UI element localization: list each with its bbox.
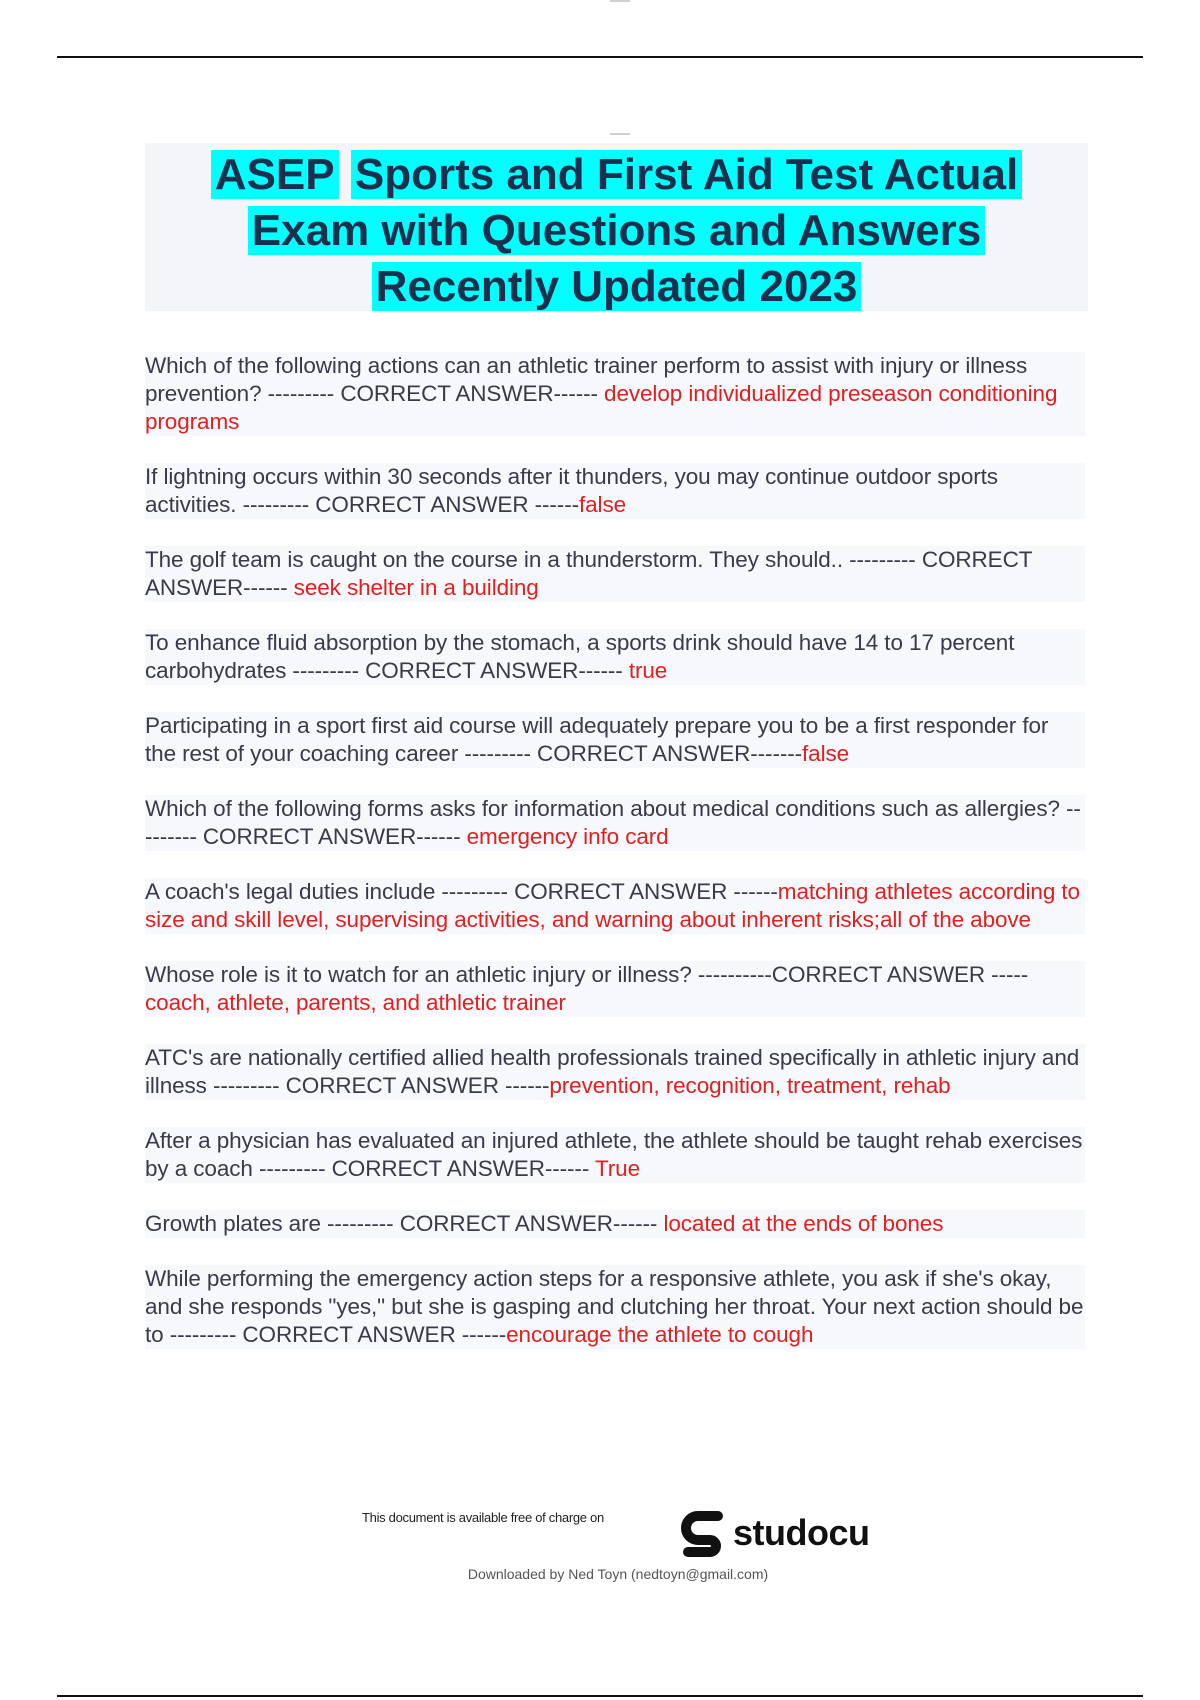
qa-item — [145, 961, 1085, 1017]
title-part-2: Sports and First Aid Test Actual — [351, 150, 1022, 199]
qa-item — [145, 352, 1085, 436]
studocu-brand-link[interactable]: studocu — [733, 1512, 870, 1553]
question-text: To enhance fluid absorption by the stomach, a sports drink should have 14 to 17 percent carbohydrates --------- CORRECT ANSWER------ — [145, 630, 1015, 683]
question-text: ATC's are nationally certified allied health professionals trained specifically in athletic injury and illness --------- CORRECT ANSWER ------ — [145, 1045, 1080, 1098]
qa-item — [145, 1265, 1085, 1349]
question-text: Which of the following forms asks for information about medical conditions such as allergies? --------- CORRECT ANSWER------ — [145, 796, 1081, 849]
answer-text: located at the ends of bones — [663, 1211, 944, 1236]
question-text: The golf team is caught on the course in a thunderstorm. They should.. --------- CORRECT ANSWER------ — [145, 547, 1032, 600]
question-text: After a physician has evaluated an injured athlete, the athlete should be taught rehab exercises by a coach --------- CORRECT ANSWER------ — [145, 1128, 1083, 1181]
qa-item — [145, 546, 1085, 602]
answer-text: True — [594, 1156, 640, 1181]
question-text: Whose role is it to watch for an athletic injury or illness? ----------CORRECT ANSWER ----- — [145, 962, 1029, 987]
qa-item — [145, 1127, 1085, 1183]
answer-text: encourage the athlete to cough — [506, 1322, 814, 1347]
answer-text: matching athletes according to size and skill level, supervising activities, and warning about inherent risks;all of the above — [145, 879, 1080, 932]
question-text: A coach's legal duties include --------- CORRECT ANSWER ------ — [145, 879, 778, 904]
availability-note: This document is available free of charge on — [362, 1510, 604, 1525]
question-text: Which of the following actions can an athletic trainer perform to assist with injury or illness prevention? --------- CORRECT ANSWER------ — [145, 353, 1028, 406]
qa-item — [145, 463, 1085, 519]
qa-item — [145, 1044, 1085, 1100]
qa-item — [145, 629, 1085, 685]
document-title — [145, 143, 1088, 315]
title-line-2: Exam with Questions and Answers — [248, 206, 985, 255]
qa-list — [145, 352, 1085, 1376]
answer-text: prevention, recognition, treatment, rehab — [549, 1073, 951, 1098]
answer-text: false — [578, 492, 627, 517]
answer-text: develop individualized preseason conditioning programs — [145, 381, 1058, 434]
question-text: Growth plates are --------- CORRECT ANSWER------ — [145, 1211, 664, 1236]
answer-text: true — [628, 658, 668, 683]
top-rule — [57, 56, 1143, 58]
title-block — [145, 143, 1088, 311]
answer-text: coach, athlete, parents, and athletic trainer — [145, 990, 566, 1015]
studocu-logo-icon[interactable] — [680, 1510, 728, 1560]
answer-text: false — [802, 741, 850, 766]
answer-text: emergency info card — [466, 824, 669, 849]
question-text: If lightning occurs within 30 seconds after it thunders, you may continue outdoor sports activities. --------- CORRECT ANSWER ------ — [145, 464, 998, 517]
answer-text: seek shelter in a building — [293, 575, 539, 600]
qa-item — [145, 1210, 1085, 1238]
qa-item — [145, 712, 1085, 768]
question-text: While performing the emergency action steps for a responsive athlete, you ask if she's okay, and she responds "yes," but she is gasping and clutching her throat. Your next action should be to --------- CORRECT ANSWER ------ — [145, 1266, 1084, 1347]
title-line-3: Recently Updated 2023 — [372, 262, 862, 311]
downloaded-by-note: Downloaded by Ned Toyn (nedtoyn@gmail.com) — [467, 1566, 769, 1582]
title-page-mark — [610, 133, 630, 135]
question-text: Participating in a sport first aid course will adequately prepare you to be a first responder for the rest of your coaching career --------- CORRECT ANSWER------- — [145, 713, 1049, 766]
qa-item — [145, 878, 1085, 934]
top-page-mark — [610, 0, 630, 2]
qa-item — [145, 795, 1085, 851]
title-part-1: ASEP — [211, 150, 339, 199]
bottom-rule — [57, 1695, 1143, 1697]
